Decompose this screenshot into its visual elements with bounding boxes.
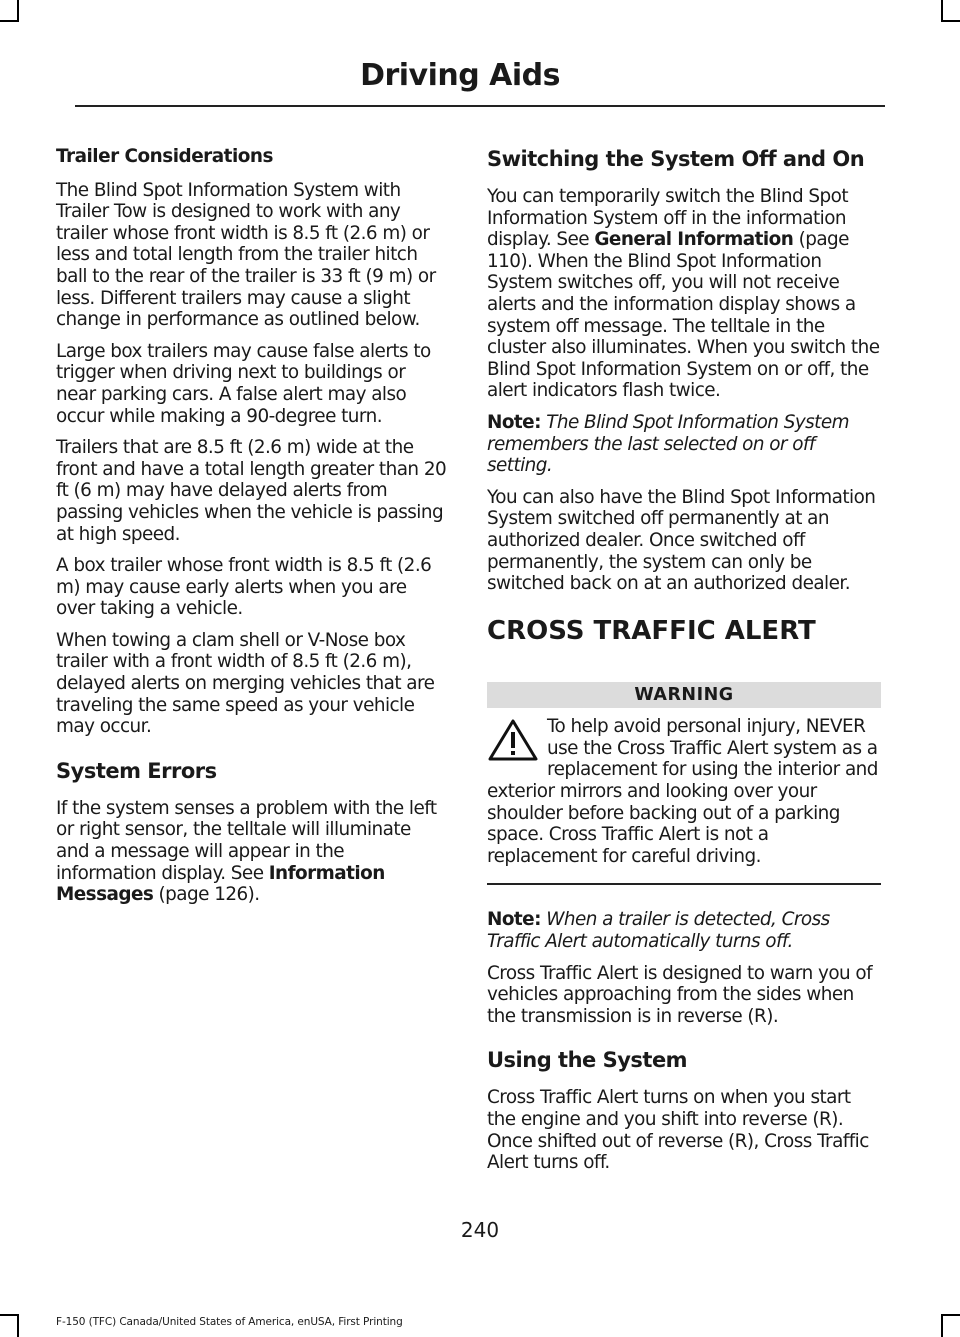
paragraph: Large box trailers may cause false alerts to trigger when driving next to buildings or near parking cars. A false alert may also occur while making a 90-degree turn.: [56, 340, 431, 427]
crop-mark: [941, 1314, 960, 1316]
note: Note: When a trailer is detected, Cross Traffic Alert automatically turns off.: [487, 909, 830, 953]
cross-traffic-alert-heading: CROSS TRAFFIC ALERT: [487, 615, 816, 646]
crop-mark: [941, 20, 960, 22]
information-messages-link[interactable]: Information Messages: [56, 862, 385, 906]
header-rule: [75, 105, 885, 107]
crop-mark: [17, 1314, 19, 1337]
crop-mark: [17, 0, 19, 20]
paragraph: If the system senses a problem with the left or right sensor, the telltale will illuminate and a message will appear in the information display. See Information Messages (page 126).: [56, 797, 437, 906]
system-errors-heading: System Errors: [56, 758, 217, 783]
crop-mark: [941, 1314, 943, 1337]
general-information-link[interactable]: General Information: [594, 229, 794, 251]
page-number: 240: [460, 1218, 500, 1242]
crop-mark: [0, 20, 19, 22]
paragraph: Trailers that are 8.5 ft (2.6 m) wide at the front and have a total length greater than 20 ft (6 m) may have delayed alerts from passing vehicles when the vehicle is passing at high speed.: [56, 437, 447, 545]
footer-text: F-150 (TFC) Canada/United States of America, enUSA, First Printing: [56, 1316, 403, 1328]
paragraph: You can also have the Blind Spot Information System switched off permanently at an authorized dealer. Once switched off permanently, the system can only be switched back on at an authorized dealer.: [487, 486, 876, 595]
paragraph: When towing a clam shell or V-Nose box trailer with a front width of 8.5 ft (2.6 m), delayed alerts on merging vehicles that are traveling the same speed as your vehicle may occur.: [56, 629, 435, 738]
paragraph: You can temporarily switch the Blind Spot Information System off in the information display. See General Information (page 110). When the Blind Spot Information System switches off, you will not receive alerts and the information display shows a system off message. The telltale in the cluster also illuminates. When you switch the Blind Spot Information System on or off, the alert indicators flash twice.: [487, 186, 880, 402]
switching-heading: Switching the System Off and On: [487, 147, 865, 171]
warning-label: WARNING: [487, 682, 881, 708]
paragraph: Cross Traffic Alert turns on when you start the engine and you shift into reverse (R). Once shifted out of reverse (R), Cross Traffic Alert turns off.: [487, 1087, 869, 1174]
using-the-system-heading: Using the System: [487, 1048, 688, 1073]
left-column: [56, 146, 448, 916]
warning-rule: [487, 883, 881, 885]
paragraph: The Blind Spot Information System with Trailer Tow is designed to work with any trailer whose front width is 8.5 ft (2.6 m) or less and total length from the trailer hitch ball to the rear of the trailer is 33 ft (9 m) or less. Different trailers may cause a slight change in performance as outlined below.: [56, 179, 436, 331]
right-column: [487, 146, 881, 1184]
warning-triangle-icon: [487, 718, 539, 762]
warning-text: To help avoid personal injury, NEVER use the Cross Traffic Alert system as a replacement for using the interior and exterior mirrors and looking over your shoulder before backing out of a parking space. Cross Traffic Alert is not a replacement for careful driving.: [487, 716, 878, 867]
paragraph: A box trailer whose front width is 8.5 ft (2.6 m) may cause early alerts when you are over taking a vehicle.: [56, 555, 432, 620]
page-header-title: Driving Aids: [360, 58, 560, 93]
trailer-considerations-heading: Trailer Considerations: [56, 146, 273, 167]
crop-mark: [941, 0, 943, 20]
warning-box: [487, 716, 881, 867]
paragraph: Cross Traffic Alert is designed to warn you of vehicles approaching from the sides when the transmission is in reverse (R).: [487, 962, 873, 1027]
note: Note: The Blind Spot Information System remembers the last selected on or off setting.: [487, 411, 849, 477]
